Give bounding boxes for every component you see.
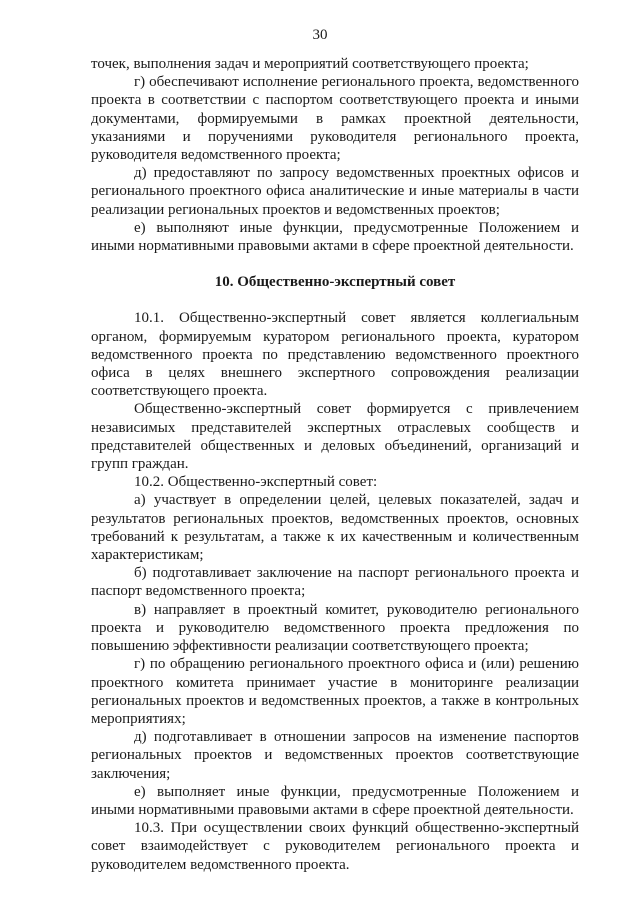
paragraph-10-2-d: д) подготавливает в отношении запросов на изменение паспортов региональных проектов и ведомственных проектов соответствующие заключения;: [91, 729, 579, 782]
paragraph-item-d: д) предоставляют по запросу ведомственных проектных офисов и регионального проектного офиса аналитические и иные материалы в части реализации региональных проектов и ведомственных проектов;: [91, 165, 579, 218]
paragraph-10-2-b: б) подготавливает заключение на паспорт регионального проекта и паспорт ведомственного проекта;: [91, 565, 579, 600]
document-body: [91, 55, 579, 874]
section-heading: 10. Общественно-экспертный совет: [214, 274, 456, 291]
paragraph-10-2-a: а) участвует в определении целей, целевых показателей, задач и результатов региональных проектов, ведомственных проектов, основных требований к результатам, а также к их качественным и количественным характеристикам;: [91, 492, 579, 564]
paragraph-item-g: г) обеспечивают исполнение регионального проекта, ведомственного проекта в соответствии с паспортом соответствующего проекта и иными документами, формируемыми в рамках проектной деятельности, указаниями и поручениями руководителя регионального проекта, руководителя ведомственного проекта;: [91, 74, 579, 164]
paragraph-10-1-composition: Общественно-экспертный совет формируется с привлечением независимых представителей экспертных отраслевых сообществ и представителей общественных и деловых объединений, организаций и групп граждан.: [91, 401, 579, 473]
paragraph-item-e: е) выполняют иные функции, предусмотренные Положением и иными нормативными правовыми актами в сфере проектной деятельности.: [91, 219, 579, 255]
paragraph-10-2-e: е) выполняет иные функции, предусмотренные Положением и иными нормативными правовыми актами в сфере проектной деятельности.: [91, 783, 579, 818]
paragraph-continuation: точек, выполнения задач и мероприятий соответствующего проекта;: [91, 56, 529, 72]
paragraph-10-2-g: г) по обращению регионального проектного офиса и (или) решению проектного комитета принимает участие в мониторинге реализации региональных проектов и ведомственных проектов, а также в контрольных мероприятиях;: [91, 656, 579, 727]
page-number: 30: [312, 27, 328, 43]
paragraph-10-2: 10.2. Общественно-экспертный совет:: [134, 474, 378, 491]
paragraph-10-2-v: в) направляет в проектный комитет, руководителю регионального проекта и руководителю ведомственного проекта предложения по повышению эффективности реализации соответствующего проекта;: [91, 601, 579, 655]
paragraph-10-3: 10.3. При осуществлении своих функций общественно-экспертный совет взаимодействует с руководителем регионального проекта и руководителем ведомственного проекта.: [91, 820, 579, 873]
paragraph-10-1: 10.1. Общественно-экспертный совет является коллегиальным органом, формируемым куратором регионального проекта, куратором ведомственного проекта по представлению ведомственного проектного офиса в целях внешнего экспертного сопровождения реализации соответствующего проекта.: [91, 310, 579, 400]
